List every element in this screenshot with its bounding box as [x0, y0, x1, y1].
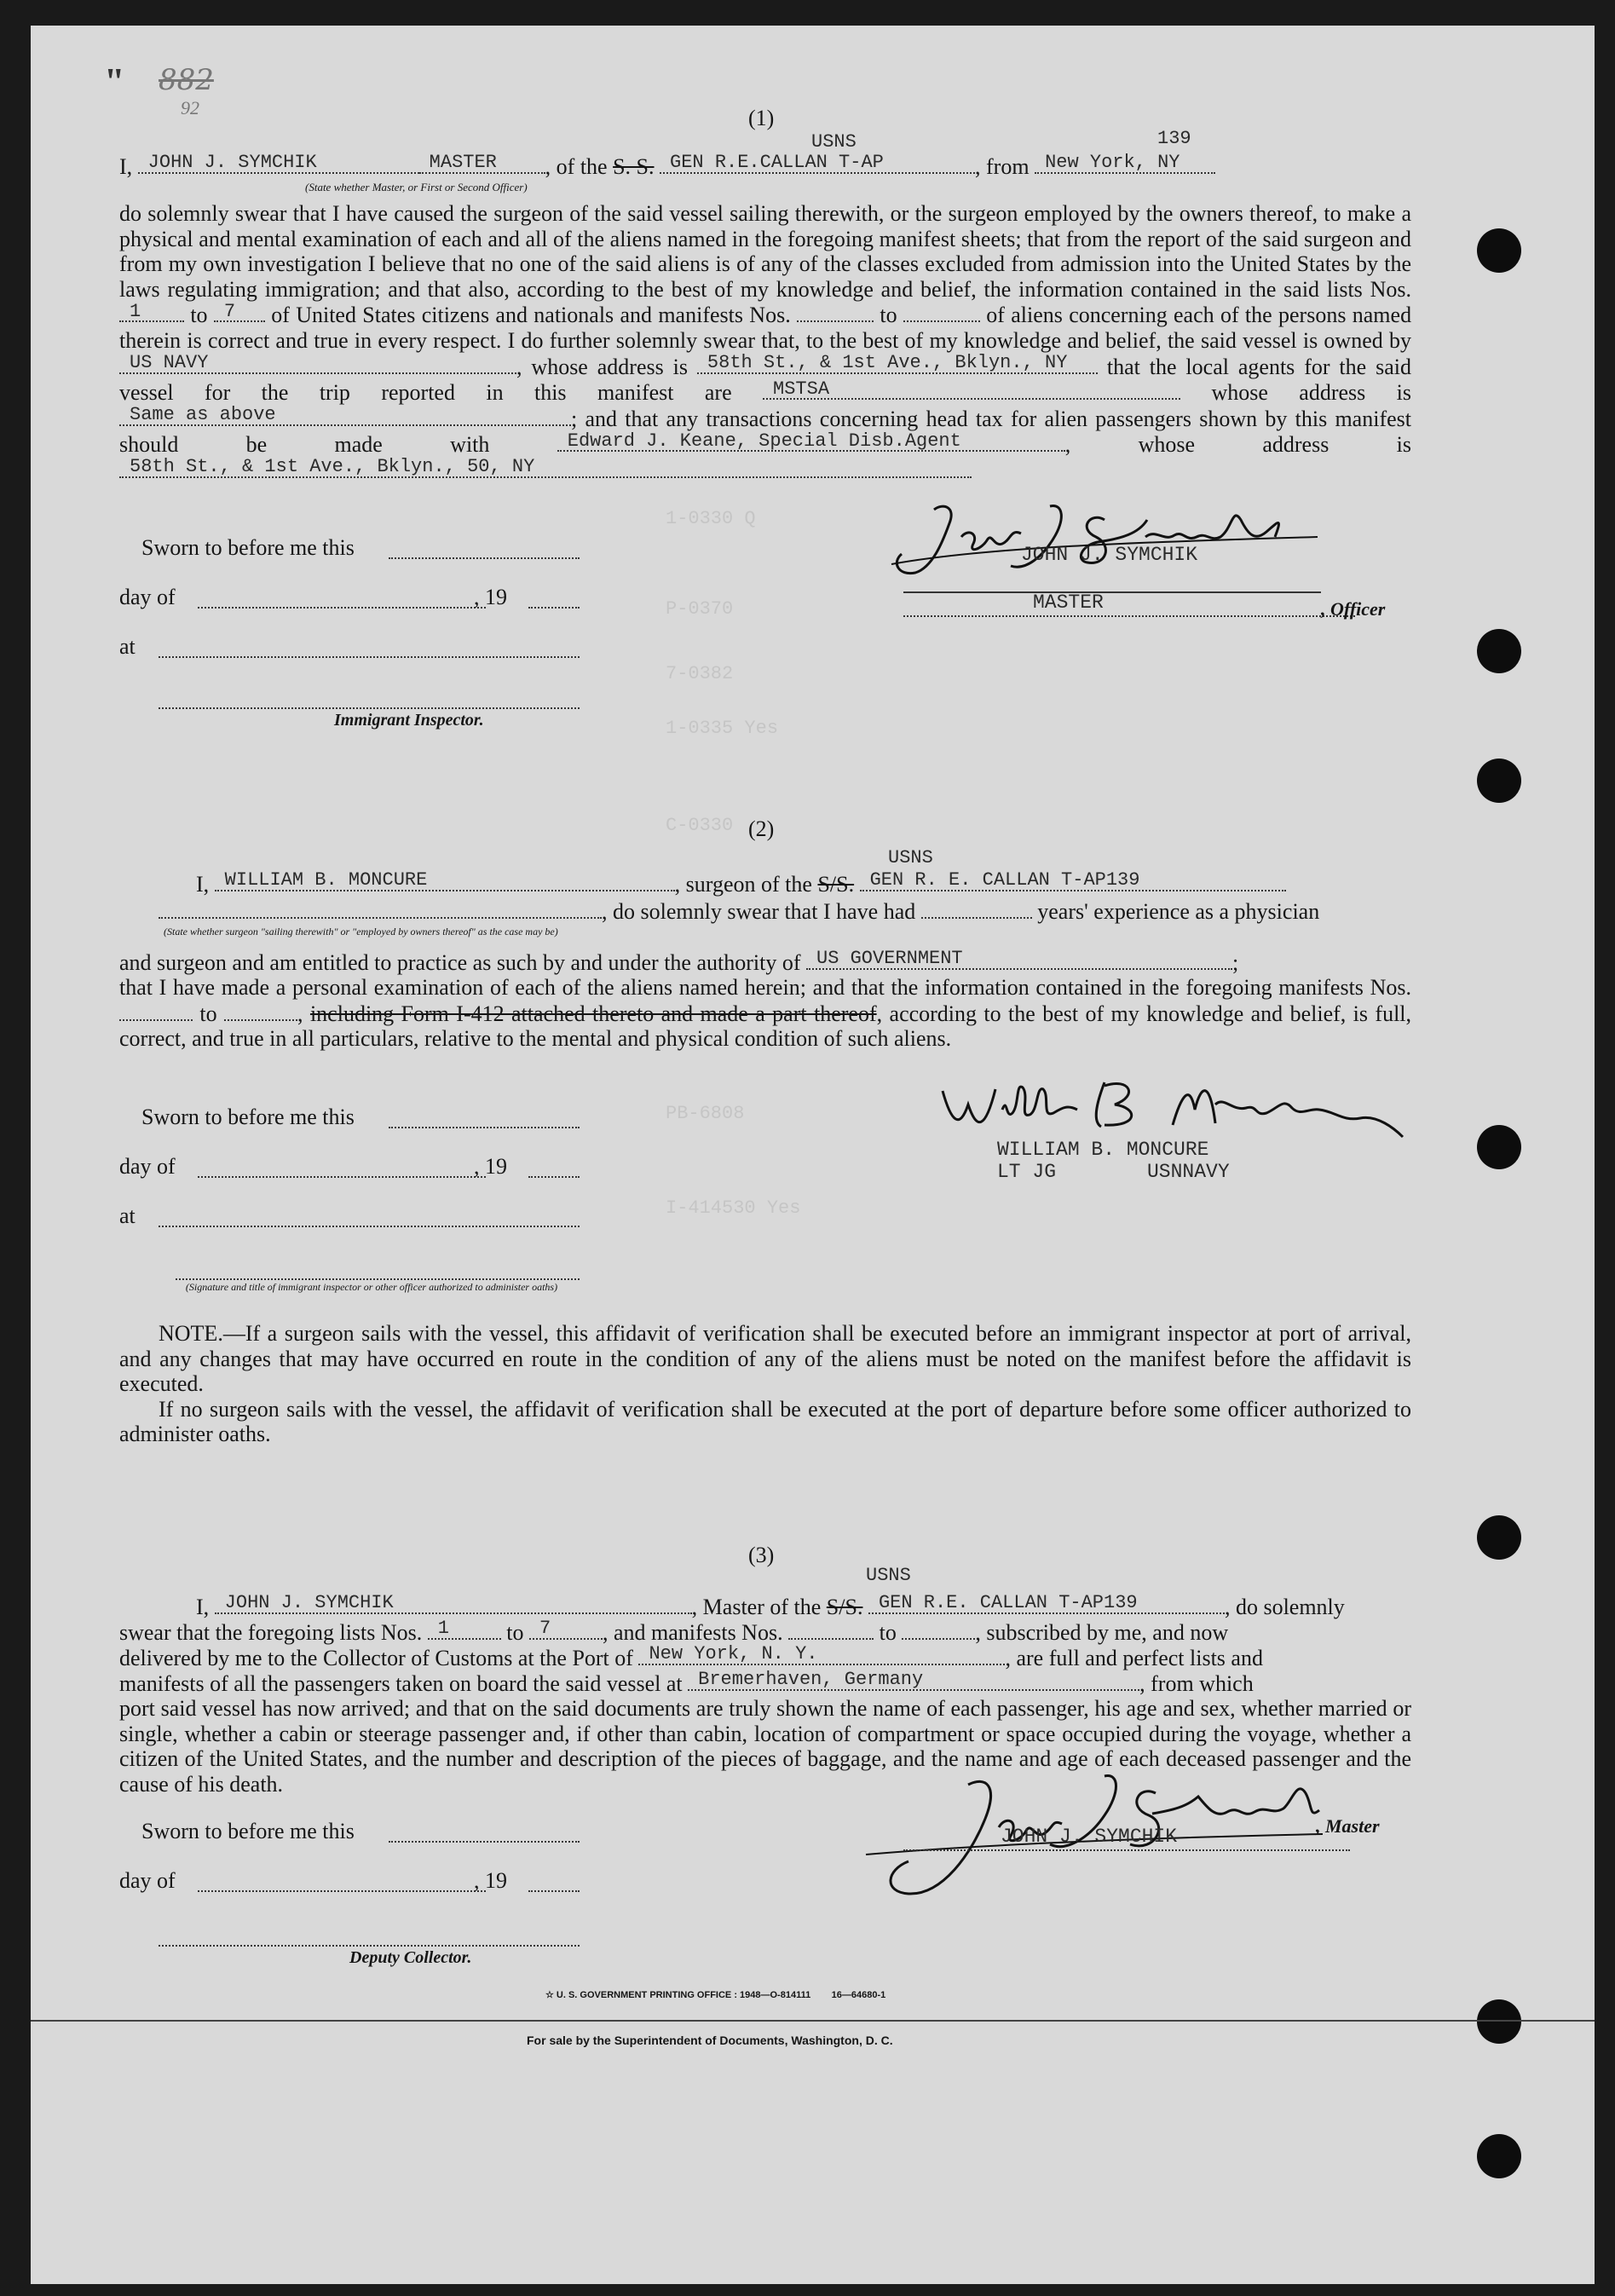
section-3-body: port said vessel has now arrived; and that on the said documents are truly shown the name of each passenger, his age and sex, whether married or single, whether a cabin or steerage passenger and, if other than cabin, location of compartment or space occupied during the voyage, whether a citizen of the United States, and the number and description of the pieces of baggage, and the name and age of each deceased passenger and the cause of his death.: [119, 1696, 1411, 1797]
master-signature-name: JOHN J. SYMCHIK: [1021, 544, 1198, 566]
sworn-label: Sworn to before me this: [141, 535, 355, 560]
surgeon-name-field: WILLIAM B. MONCURE: [215, 871, 675, 891]
section-2-body: that I have made a personal examination of each of the aliens named herein; and that the information contained in the foregoing manifests Nos. to , including Form I-412 attached thereto and made a part thereof, according to the best of my knowledge and belief, is full, correct, and true in all particulars, relative to the mental and physical condition of such aliens.: [119, 975, 1412, 1052]
sale-notice: For sale by the Superintendent of Documents, Washington, D. C.: [527, 2034, 893, 2047]
vessel-prefix-usns: USNS: [811, 131, 857, 153]
vessel-prefix-usns-3: USNS: [866, 1565, 911, 1586]
section-1-number: (1): [748, 106, 775, 130]
surgeon-signature-name: WILLIAM B. MONCURE: [997, 1139, 1209, 1161]
master-signature: [883, 494, 1326, 580]
vessel-field: GEN R.E.CALLAN T-AP: [660, 153, 975, 174]
rank-field: MASTER: [419, 153, 545, 174]
punch-hole: [1477, 2134, 1521, 2178]
section-3-number: (3): [748, 1543, 775, 1567]
punch-hole: [1477, 1999, 1521, 2044]
master-label: , Master: [1316, 1815, 1380, 1837]
agents-address-field: Same as above: [119, 406, 571, 426]
officer-label: , Officer: [1321, 598, 1386, 620]
vessel-number-superscript: 139: [1157, 128, 1191, 149]
at-label-2: at: [119, 1203, 136, 1228]
day-of-label-2: day of: [119, 1154, 176, 1179]
master-name-field: JOHN J. SYMCHIK: [138, 153, 419, 174]
section-1-body: do solemnly swear that I have caused the surgeon of the said vessel sailing therewith, or the surgeon employed by the owners thereof, to make a physical and mental examination of each and all of the aliens named in the foregoing manifest sheets; that from the report of the said surgeon and from my own investigation I believe that no one of the said aliens is of any of the classes excluded from admission into the United States by the laws regulating immigration; and that also, according to the best of my knowledge and belief, the information contained in the said lists Nos. 1 to 7 of United States citizens and nationals and manifests Nos. to of aliens concerning each of the persons named therein is correct and true in every respect. I do further solemnly swear that, to the best of my knowledge and belief, the said vessel is owned by US NAVY , whose address is 58th St., & 1st Ave., Bklyn., NY that the local agents for the said vessel for the trip reported in this manifest are MSTSA whose address is Same as above ; and that any transactions concerning head tax for alien passengers shown by this manifest should be made with Edward J. Keane, Special Disb.Agent , whose address is 58th St., & 1st Ave., Bklyn., 50, NY: [119, 201, 1412, 478]
vessel-field-2: GEN R. E. CALLAN T-AP139: [860, 871, 1286, 891]
section-3-line-4: manifests of all the passengers taken on board the said vessel at Bremerhaven, Germany , from which: [119, 1669, 1254, 1696]
master-signature-name-3: JOHN J. SYMCHIK: [1001, 1826, 1178, 1848]
section-1-caption: (State whether Master, or First or Second Officer): [305, 181, 528, 193]
day-of-label-3: day of: [119, 1868, 176, 1893]
port-field: New York, N. Y.: [638, 1645, 1005, 1665]
margin-note-sub: 92: [181, 97, 199, 118]
section-2-line-1: I, WILLIAM B. MONCURE , surgeon of the S/S. GEN R. E. CALLAN T-AP139: [196, 871, 1286, 897]
section-3-line-2: swear that the foregoing lists Nos. 1 to 7 , and manifests Nos. to , subscribed by me, and now: [119, 1618, 1229, 1645]
master-name-field-3: JOHN J. SYMCHIK: [215, 1594, 692, 1614]
immigrant-inspector-label: Immigrant Inspector.: [334, 711, 484, 730]
sworn-label-2: Sworn to before me this: [141, 1105, 355, 1129]
owner-address-field: 58th St., & 1st Ave., Bklyn., NY: [697, 354, 1098, 374]
surgeon-signature: [934, 1070, 1411, 1147]
deputy-collector-label: Deputy Collector.: [349, 1948, 472, 1967]
section-3-line-3: delivered by me to the Collector of Customs at the Port of New York, N. Y. , are full and perfect lists and: [119, 1643, 1263, 1670]
owner-field: US NAVY: [119, 354, 516, 374]
at-label: at: [119, 634, 136, 659]
punch-hole: [1477, 228, 1521, 273]
from-port-field: New York, NY: [1035, 153, 1215, 174]
section-2-number: (2): [748, 816, 775, 841]
margin-note-number: 882: [159, 63, 214, 97]
section-3-line-1: I, JOHN J. SYMCHIK , Master of the S/S. GEN R.E. CALLAN T-AP139 , do solemnly: [196, 1592, 1345, 1619]
margin-note: ": [104, 61, 125, 102]
vessel-prefix-usns-2: USNS: [888, 847, 933, 868]
agents-field: MSTSA: [763, 379, 1180, 400]
section-2-caption-2: (Signature and title of immigrant inspector or other officer authorized to administer oaths): [185, 1281, 558, 1293]
punch-hole: [1477, 1125, 1521, 1169]
printing-office-line: ☆ U. S. GOVERNMENT PRINTING OFFICE : 1948—O-814111 16—64680-1: [545, 1990, 886, 2000]
section-2-line-3: and surgeon and am entitled to practice as such by and under the authority of US GOVERNMENT ;: [119, 948, 1239, 975]
surgeon-service: USNNAVY: [1147, 1161, 1230, 1183]
note-block: NOTE.—If a surgeon sails with the vessel, this affidavit of verification shall be executed before an immigrant inspector at port of arrival, and any changes that may have occurred en route in the condition of any of the aliens must be noted on the manifest before the affidavit is executed. If no surgeon sails with the vessel, the affidavit of verification shall be executed at the port of departure before some officer authorized to administer oaths.: [119, 1321, 1411, 1447]
sworn-label-3: Sworn to before me this: [141, 1819, 355, 1843]
day-of-label: day of: [119, 585, 176, 609]
surgeon-rank: LT JG: [997, 1161, 1057, 1183]
punch-hole: [1477, 759, 1521, 803]
vessel-field-3: GEN R.E. CALLAN T-AP139: [868, 1594, 1225, 1614]
head-tax-address-field: 58th St., & 1st Ave., Bklyn., 50, NY: [119, 458, 972, 478]
year-label: , 19: [474, 585, 507, 609]
year-label-2: , 19: [474, 1154, 507, 1179]
punch-hole: [1477, 629, 1521, 673]
embark-port-field: Bremerhaven, Germany: [688, 1670, 1139, 1691]
head-tax-agent-field: Edward J. Keane, Special Disb.Agent: [557, 431, 1065, 452]
year-label-3: , 19: [474, 1868, 507, 1893]
officer-rank: MASTER: [1033, 591, 1104, 614]
authority-field: US GOVERNMENT: [806, 949, 1232, 970]
section-1-line-1: I, JOHN J. SYMCHIK MASTER , of the S. S. GEN R.E.CALLAN T-AP , from New York, NY: [119, 153, 1215, 180]
section-2-caption: (State whether surgeon "sailing therewith" or "employed by owners thereof" as the case may be): [164, 926, 558, 937]
punch-hole: [1477, 1515, 1521, 1560]
manifest-page: 1-0330 Q P-0370 7-0382 1-0335 Yes C-0330 PB-6808 I-414530 Yes " 882 92 (1) USNS 139 I, JOHN J. SYMCHIK MASTER , of the S. S. GEN R.E.CALLAN T-AP , from New York, NY (State whether Master, or First or Second Officer) do solemnly swear that I have caused the surgeon of the said vessel sailing therewith, or the surgeon employed by the owners thereof, to make a physical and mental examination of each and all of the aliens named in the foregoing manifest sheets; that from the report of the said surgeon and from my own investigation I believe that no one of the said aliens is of any of the classes excluded from admission into the United States by the laws regulating immigration; and that also, according to the best of my knowledge and belief, the information contained in the said lists Nos. 1 to 7 of United States citizens and nationals and manifests Nos. to of aliens concerning each of the persons named therein is correct and true in every respect. I do further solemnly swear that, to the best of my knowledge and belief, the said vessel is owned by US NAVY , whose address is 58th St., & 1st Ave., Bklyn., NY that the local agents for the said vessel for the trip reported in this manifest are MSTSA whose address is Same as above ; and that any transactions concerning head tax for alien passengers shown by this manifest should be made with Edward J. Keane, Special Disb.Agent , whose address is 58th St., & 1st Ave., Bklyn., 50, NY Sworn to before me this day of , 19 at Immigrant Inspector. JOHN J. SYMCHIK MASTER , Officer (2) USNS I, WILLIAM B. MONCURE , surgeon of the S/S. GEN R. E. CALLAN T-AP139 , do solemnly swear that I have had years' experience as a physician (State whether surgeon "sailing therewith" or "employed by owners thereof" as the case may be) and surgeon and am entitled to practice as such by and under the authority of US GOVERNMENT ; that I have made a personal examination of each of the aliens named herein; and that the information contained in the foregoing manifests Nos. to , including Form I-412 attached thereto and made a part thereof, according to the best of my knowledge and belief, is full, correct, and true in all particulars, relative to the mental and physical condition of such aliens. Sworn to before me this day of , 19 at (Signature and title of immigrant inspector or other officer authorized to administer oaths) WILLIAM B. MONCURE LT JG USNNAVY NOTE.—If a surgeon sails with the vessel, this affidavit of verification shall be executed before an immigrant inspector at port of arrival, and any changes that may have occurred en route in the condition of any of the aliens must be noted on the manifest before the affidavit is executed. If no surgeon sails with the vessel, the affidavit of verification shall be executed at the port of departure before some officer authorized to administer oaths. (3) USNS I, JOHN J. SYMCHIK , Master of the S/S. GEN R.E. CALLAN T-AP139 , do solemnly swear that the foregoing lists Nos. 1 to 7 , and manifests Nos. to , subscribed by me, and now delivered by me to the Collector of Customs at the Port of New York, N. Y. , are full and perfect lists and manifests of all the passengers taken on board the said vessel at Bremerhaven, Germany , from which port said vessel has now arrived; and that on the said documents are truly shown the name of each passenger, his age and sex, whether married or single, whether a cabin or steerage passenger and, if other than cabin, location of compartment or space occupied during the voyage, whether a citizen of the United States, and the number and description of the pieces of baggage, and the name and age of each deceased passenger and the cause of his death. Sworn to before me this day of , 19 Deputy Collector. JOHN J. SYMCHIK , Master ☆ U. S. GOVERNMENT PRINTING OFFICE : 1948—O-814111 16—64680-1 For sale by the Superintendent of Documents, Washington, D. C.: [31, 26, 1595, 2284]
section-2-line-2: , do solemnly swear that I have had years' experience as a physician: [159, 898, 1319, 925]
